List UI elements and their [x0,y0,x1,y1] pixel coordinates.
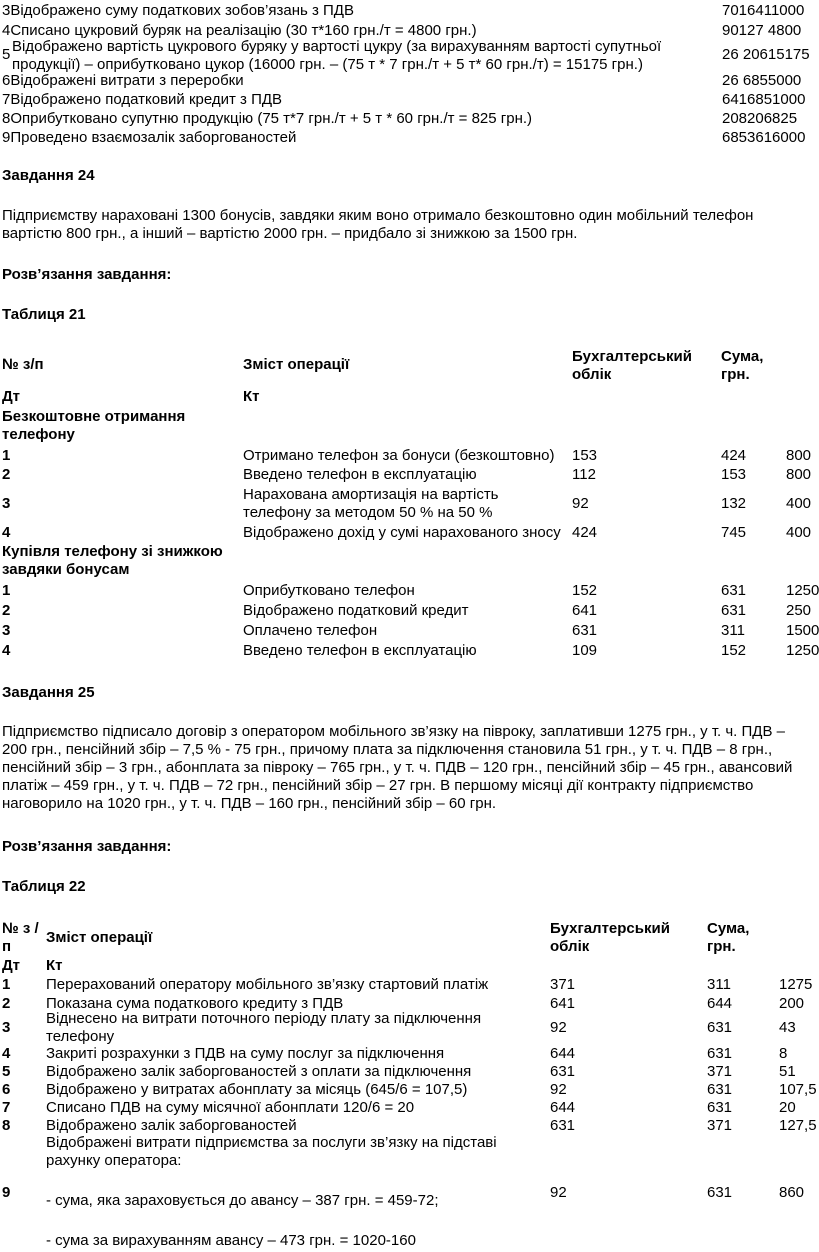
task25-solution-heading: Розв’язання завдання: [2,838,172,855]
top-row-4: 4Списано цукровий буряк на реалізацію (30 т*160 грн./т = 4800 грн.) [2,22,477,39]
operation-text: Відображено дохід у сумі нарахованого зносу [243,524,561,541]
credit-account: 644 [707,995,733,1012]
top-row-7-amount: 6416851000 [722,91,806,108]
debit-account: 644 [550,1099,576,1116]
debit-account: 153 [572,447,598,464]
top-row-6: 6Відображені витрати з переробки [2,72,244,89]
row-number: 4 [2,1045,11,1062]
row-number: 3 [2,1019,11,1036]
debit-account: 112 [572,466,596,483]
operation-text: Списано ПДВ на суму місячної абонплати 120/6 = 20 [46,1099,415,1116]
credit-account: 631 [707,1184,733,1201]
debit-account: 641 [550,995,576,1012]
task24-heading: Завдання 24 [2,167,95,184]
operation-text: Віднесено на витрати поточного періоду плату за підключення телефону [46,1010,482,1045]
row-number: 5 [2,1063,11,1080]
task24-solution-heading: Розв’язання завдання: [2,266,172,283]
row-number: 4 [2,642,11,659]
operation-text: Нарахована амортизація на вартість телефону за методом 50 % на 50 % [243,486,499,521]
amount: 250 [786,602,812,619]
operation-text: Введено телефон в експлуатацію [243,642,477,659]
operation-text-advance: - сума, яка зараховується до авансу – 387 грн. = 459-72; [46,1192,439,1209]
credit-account: 631 [707,1081,733,1098]
amount: 860 [779,1184,805,1201]
top-row-9: 9Проведено взаємозалік заборгованостей [2,129,297,146]
table22-header-num: № з / п [2,920,39,955]
operation-text: Закриті розрахунки з ПДВ на суму послуг за підключення [46,1045,445,1062]
table21-header-kt: Кт [243,388,260,405]
operation-text: Оприбутковано телефон [243,582,415,599]
table22-header-accounting: Бухгалтерський облік [550,920,670,955]
amount: 107,5 [779,1081,817,1098]
credit-account: 631 [707,1045,733,1062]
row-number: 8 [2,1117,11,1134]
credit-account: 371 [707,1063,733,1080]
row-number: 1 [2,976,11,993]
row-number: 1 [2,447,11,464]
table22-header-content: Зміст операції [46,929,153,946]
amount: 8 [779,1045,788,1062]
operation-text: Відображено податковий кредит [243,602,469,619]
table21-title: Таблиця 21 [2,306,86,323]
top-row-5-amount: 26 20615175 [722,46,810,63]
debit-account: 371 [550,976,576,993]
credit-account: 631 [707,1099,733,1116]
table22-title: Таблиця 22 [2,878,86,895]
top-row-3-amount: 7016411000 [722,2,805,19]
amount: 1275 [779,976,813,993]
top-row-7: 7Відображено податковий кредит з ПДВ [2,91,283,108]
task25-text: Підприємство підписало договір з оператором мобільного зв’язку на півроку, заплативши 1275 грн., у т. ч. ПДВ – 200 грн., пенсійний збір – 7,5 % - 75 грн., причому плата за підключення становила 51 грн., у т. ч. ПДВ – 8 грн., пенсійний збір – 3 грн., абонплата за півроку – 765 грн., у т. ч. ПДВ – 120 грн., пенсійний збір – 45 грн., авансовий платіж – 459 грн., у т. ч. ПДВ – 72 грн., пенсійний збір – 27 грн. В першому місяці дії контракту підприємство наговорило на 1020 грн., у т. ч. ПДВ – 160 грн., пенсійний збір – 60 грн. [2,723,793,812]
table21-header-accounting: Бухгалтерський облік [572,348,692,383]
operation-text: Показана сума податкового кредиту з ПДВ [46,995,344,1012]
amount: 800 [786,447,812,464]
operation-text: Відображено у витратах абонплату за місяць (645/6 = 107,5) [46,1081,468,1098]
debit-account: 92 [550,1019,567,1036]
debit-account: 92 [550,1184,567,1201]
row-number: 3 [2,622,11,639]
top-row-4-amount: 90127 4800 [722,22,802,39]
operation-text-net: - сума за вирахуванням авансу – 473 грн. = 1020-160 [46,1232,416,1249]
amount: 400 [786,524,812,541]
debit-account: 109 [572,642,598,659]
credit-account: 132 [721,495,747,512]
top-row-3: 3Відображено суму податкових зобов’язань з ПДВ [2,2,354,19]
top-row-5-num: 5 [2,46,11,63]
credit-account: 631 [721,602,747,619]
debit-account: 631 [550,1063,576,1080]
operation-text: Введено телефон в експлуатацію [243,466,477,483]
debit-account: 644 [550,1045,576,1062]
row-number: 2 [2,602,11,619]
table21-header-dt: Дт [2,388,21,405]
amount: 1250 [786,582,819,599]
credit-account: 631 [707,1019,733,1036]
debit-account: 152 [572,582,598,599]
table21-header-content: Зміст операції [243,356,350,373]
top-row-8: 8Оприбутковано супутню продукцію (75 т*7 грн./т + 5 т * 60 грн./т = 825 грн.) [2,110,533,127]
table21-header-num: № з/п [2,356,44,373]
amount: 1250 [786,642,819,659]
credit-account: 152 [721,642,747,659]
table21-section-discount: Купівля телефону зі знижкою завдяки бонусам [2,543,223,578]
operation-text: Перерахований оператору мобільного зв’язку стартовий платіж [46,976,489,993]
debit-account: 92 [550,1081,567,1098]
debit-account: 631 [550,1117,576,1134]
credit-account: 153 [721,466,747,483]
operation-text: Відображено залік заборгованостей з оплати за підключення [46,1063,472,1080]
row-number: 7 [2,1099,11,1116]
operation-text: Оплачено телефон [243,622,378,639]
table22-header-sum: Сума, грн. [707,920,750,955]
debit-account: 641 [572,602,598,619]
credit-account: 371 [707,1117,733,1134]
task25-heading: Завдання 25 [2,684,95,701]
amount: 200 [779,995,805,1012]
table21-section-free: Безкоштовне отримання телефону [2,408,186,443]
credit-account: 631 [721,582,747,599]
top-row-8-amount: 208206825 [722,110,798,127]
row-number: 2 [2,995,11,1012]
table21-header-sum: Сума, грн. [721,348,764,383]
row-number: 6 [2,1081,11,1098]
task24-text: Підприємству нараховані 1300 бонусів, завдяки яким воно отримало безкоштовно один мобільний телефон вартістю 800 грн., а інший – вартістю 2000 грн. – придбало зі знижкою за 1500 грн. [2,207,754,242]
top-row-9-amount: 6853616000 [722,129,806,146]
row-number: 2 [2,466,11,483]
row-number: 3 [2,495,11,512]
operation-text: Відображені витрати підприємства за послуги зв’язку на підставі рахунку оператора: [46,1134,497,1169]
amount: 400 [786,495,812,512]
top-row-6-amount: 26 6855000 [722,72,802,89]
credit-account: 311 [707,976,731,993]
row-number: 1 [2,582,11,599]
amount: 43 [779,1019,796,1036]
debit-account: 424 [572,524,598,541]
operation-text: Відображено залік заборгованостей [46,1117,297,1134]
amount: 800 [786,466,812,483]
amount: 20 [779,1099,796,1116]
debit-account: 92 [572,495,589,512]
amount: 51 [779,1063,796,1080]
credit-account: 424 [721,447,747,464]
amount: 127,5 [779,1117,817,1134]
table22-header-dt: Дт [2,957,21,974]
operation-text: Отримано телефон за бонуси (безкоштовно) [243,447,555,464]
table22-header-kt: Кт [46,957,63,974]
row-number: 4 [2,524,11,541]
amount: 1500 [786,622,819,639]
row-number: 9 [2,1184,11,1201]
credit-account: 311 [721,622,745,639]
debit-account: 631 [572,622,598,639]
credit-account: 745 [721,524,747,541]
top-row-5-text: Відображено вартість цукрового буряку у вартості цукру (за вирахуванням вартості супутньої продукції) – оприбутковано цукор (16000 грн. – (75 т * 7 грн./т + 5 т* 60 грн./т) = 15175 грн.) [12,38,662,73]
